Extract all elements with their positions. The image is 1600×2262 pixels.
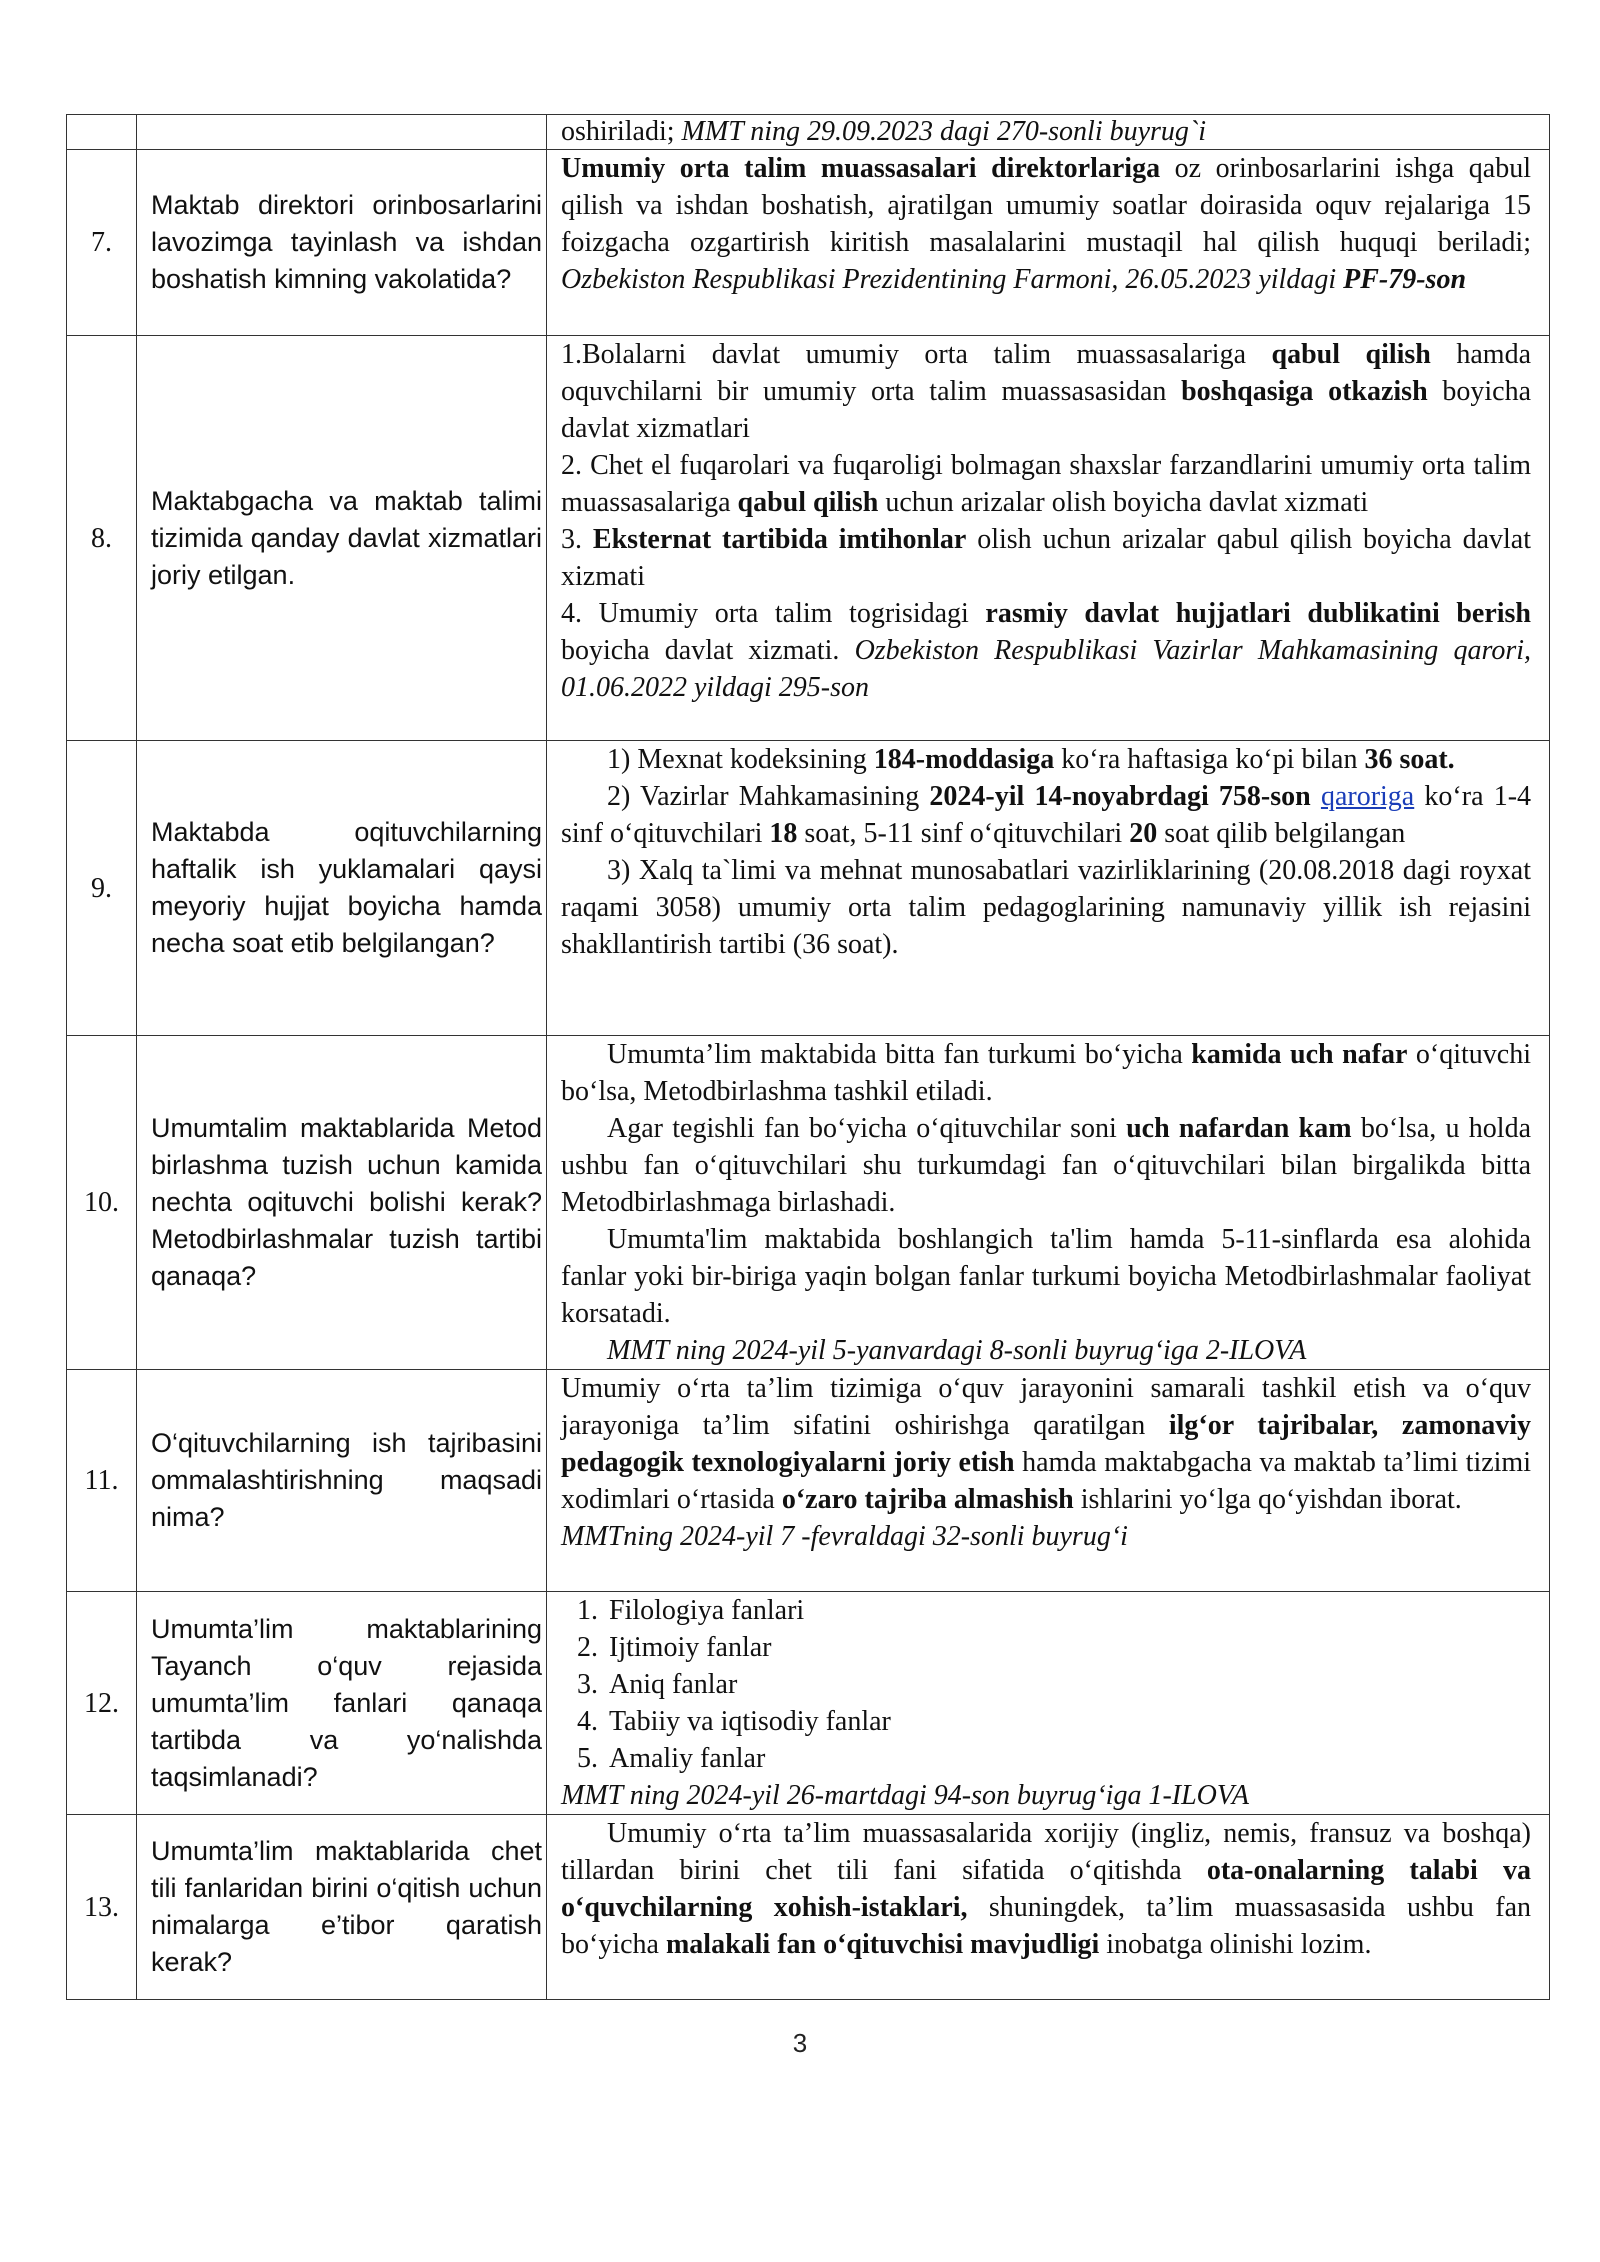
answer-cell: 1) Mexnat kodeksining 184-moddasiga ko‘ra haftasiga ko‘pi bilan 36 soat. 2) Vazirlar Mahkamasining 2024-yil 14-noyabrdagi 758-son qaroriga ko‘ra 1-4 sinf o‘qituvchilari 18 soat, 5-11 sinf o‘qituvchilari 20 soat qilib belgilangan 3) Xalq ta`limi va mehnat munosabatlari vazirliklarining (20.08.2018 dagi royxat raqami 3058) umumiy orta talim pedagoglarining namunaviy yillik ish rejasini shakllantirish tartibi (36 soat). <box>547 741 1550 1036</box>
answer-cell: Umumiy o‘rta ta’lim tizimiga o‘quv jarayonini samarali tashkil etish va o‘quv jarayoniga ta’lim sifatini oshirishga qaratilgan ilg‘or tajribalar, zamonaviy pedagogik texnologiyalarni joriy etish hamda maktabgacha va maktab ta’limi tizimi xodimlari o‘rtasida o‘zaro tajriba almashish ishlarini yo‘lga qo‘yishdan iborat. MMTning 2024-yil 7 -fevraldagi 32-sonli buyrug‘i <box>547 1370 1550 1592</box>
row-number: 11. <box>67 1370 137 1592</box>
answer-cell: Umumta’lim maktabida bitta fan turkumi bo‘yicha kamida uch nafar o‘qituvchi bo‘lsa, Metodbirlashma tashkil etiladi. Agar tegishli fan bo‘yicha o‘qituvchilar soni uch nafardan kam bo‘lsa, u holda ushbu fan o‘qituvchilari shu turkumdagi fan o‘qituvchilari bilan birgalikda bitta Metodbirlashmaga birlashadi. Umumta'lim maktabida boshlangich ta'lim hamda 5-11-sinflarda esa alohida fanlar yoki bir-biriga yaqin bolgan fanlar turkumi boyicha Metodbirlashmalar faoliyat korsatadi. MMT ning 2024-yil 5-yanvardagi 8-sonli buyrug‘iga 2-ILOVA <box>547 1036 1550 1370</box>
row-number: 13. <box>67 1815 137 2000</box>
decree-link[interactable]: qaroriga <box>1320 781 1415 812</box>
answer-cell: 1.Bolalarni davlat umumiy orta talim muassasalariga qabul qilish hamda oquvchilarni bir umumiy orta talim muassasasidan boshqasiga otkazish boyicha davlat xizmatlari 2. Chet el fuqarolari va fuqaroligi bolmagan shaxslar farzandlarini umumiy orta talim muassasalariga qabul qilish uchun arizalar olish boyicha davlat xizmati 3. Eksternat tartibida imtihonlar olish uchun arizalar qabul qilish boyicha davlat xizmati 4. Umumiy orta talim togrisidagi rasmiy davlat hujjatlari dublikatini berish boyicha davlat xizmati. Ozbekiston Respublikasi Vazirlar Mahkamasining qarori, 01.06.2022 yildagi 295-son <box>547 336 1550 741</box>
table-row <box>67 115 1550 150</box>
table-row <box>67 1036 1550 1370</box>
answer-cell: Umumiy orta talim muassasalari direktorlariga oz orinbosarlarini ishga qabul qilish va ishdan boshatish, ajratilgan umumiy soatlar doirasida oquv rejalariga 15 foizgacha ozgartirish kiritish masalalarini mustaqil hal qilish huquqi beriladi; Ozbekiston Respublikasi Prezidentining Farmoni, 26.05.2023 yildagi PF-79-son <box>547 150 1550 336</box>
list-item: 3. Aniq fanlar <box>605 1666 1531 1703</box>
answer-cell: oshiriladi; MMT ning 29.09.2023 dagi 270-sonli buyrug`i <box>547 115 1550 150</box>
table-row <box>67 741 1550 1036</box>
row-number: 7. <box>67 150 137 336</box>
list-item: 4. Tabiiy va iqtisodiy fanlar <box>605 1703 1531 1740</box>
row-number: 12. <box>67 1592 137 1815</box>
list-item: 2. Ijtimoiy fanlar <box>605 1629 1531 1666</box>
answer-cell: Umumiy o‘rta ta’lim muassasalarida xorijiy (ingliz, nemis, fransuz va boshqa) tillardan birini chet tili fani sifatida o‘qitishda ota-onalarning talabi va o‘quvchilarning xohish-istaklari, shuningdek, ta’lim muassasasida ushbu fan bo‘yicha malakali fan o‘qituvchisi mavjudligi inobatga olinishi lozim. <box>547 1815 1550 2000</box>
question-cell: Maktabgacha va maktab talimi tizimida qanday davlat xizmatlari joriy etilgan. <box>137 336 547 741</box>
question-cell: Umumta’lim maktablarida chet tili fanlaridan birini o‘qitish uchun nimalarga e’tibor qaratish kerak? <box>137 1815 547 2000</box>
question-cell: Maktabda oqituvchilarning haftalik ish yuklamalari qaysi meyoriy hujjat boyicha hamda necha soat etib belgilangan? <box>137 741 547 1036</box>
list-item: 5. Amaliy fanlar <box>605 1740 1531 1777</box>
question-cell: Maktab direktori orinbosarlarini lavozimga tayinlash va ishdan boshatish kimning vakolatida? <box>137 150 547 336</box>
table-row <box>67 336 1550 741</box>
question-cell: O‘qituvchilarning ish tajribasini ommalashtirishning maqsadi nima? <box>137 1370 547 1592</box>
question-cell: Umumtalim maktablarida Metod birlashma tuzish uchun kamida nechta oqituvchi bolishi kerak? Metodbirlashmalar tuzish tartibi qanaqa? <box>137 1036 547 1370</box>
row-number <box>67 115 137 150</box>
page-number: 3 <box>792 2028 808 2058</box>
question-cell: Umumta’lim maktablarining Tayanch o‘quv rejasida umumta’lim fanlari qanaqa tartibda va yo‘nalishda taqsimlanadi? <box>137 1592 547 1815</box>
list-item: 1. Filologiya fanlari <box>605 1592 1531 1629</box>
question-cell <box>137 115 547 150</box>
qa-table <box>66 114 1550 2000</box>
subject-list <box>561 1592 1531 1777</box>
table-row <box>67 1815 1550 2000</box>
table-row <box>67 1370 1550 1592</box>
row-number: 8. <box>67 336 137 741</box>
row-number: 9. <box>67 741 137 1036</box>
row-number: 10. <box>67 1036 137 1370</box>
table-row <box>67 1592 1550 1815</box>
table-row <box>67 150 1550 336</box>
answer-cell: 1. Filologiya fanlari 2. Ijtimoiy fanlar 3. Aniq fanlar 4. Tabiiy va iqtisodiy fanlar 5. Amaliy fanlar MMT ning 2024-yil 26-martdagi 94-son buyrug‘iga 1-ILOVA <box>547 1592 1550 1815</box>
